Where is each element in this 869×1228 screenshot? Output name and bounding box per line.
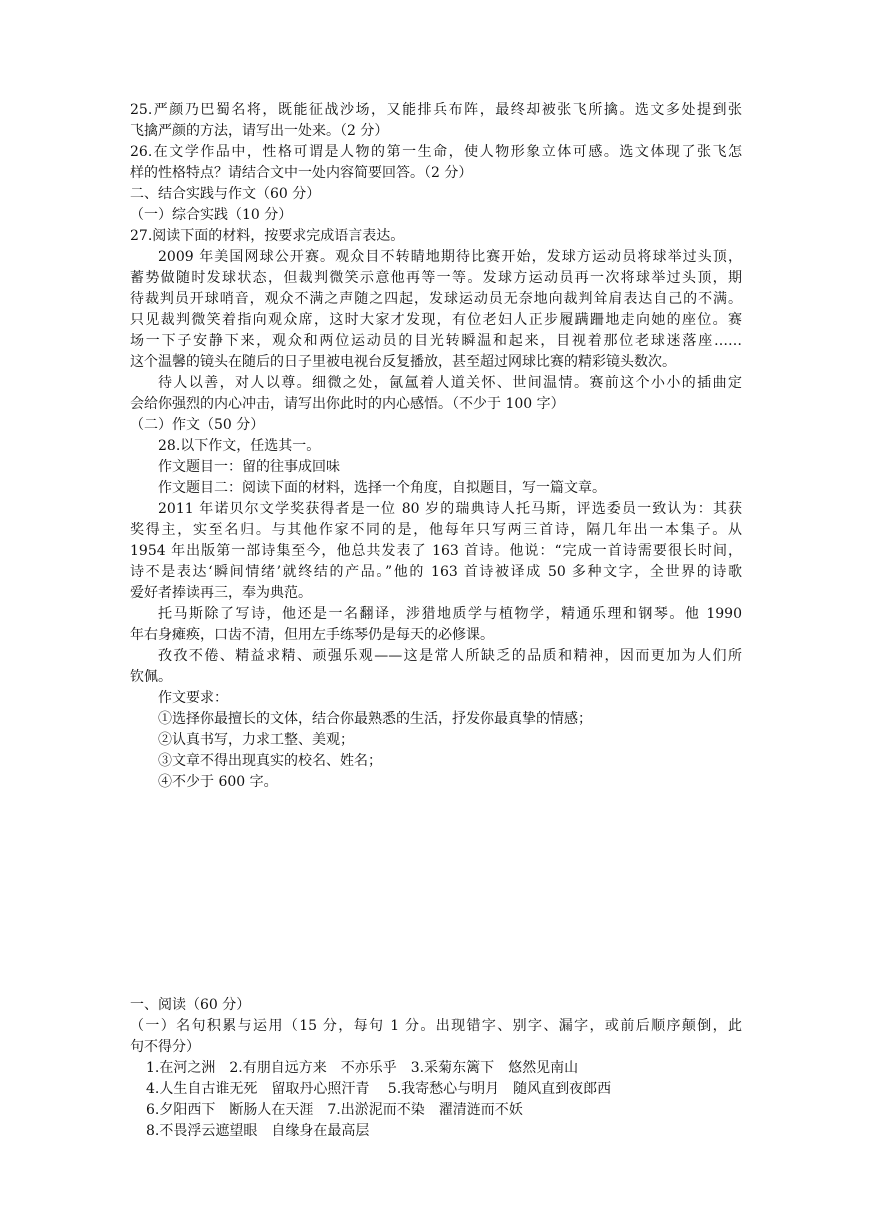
question-text-line: 2009 年美国网球公开赛。观众目不转睛地期待比赛开始，发球方运动员将球举过头顶，: [158, 249, 742, 265]
question-text-line: 28.以下作文，任选其一。: [158, 438, 321, 454]
exam-questions-section: [130, 100, 742, 793]
question-text-line: 场一下子安静下来，观众和两位运动员的目光转瞬温和起来，目视着那位老球迷落座……: [130, 333, 742, 349]
question-text-line: 待裁判员开球哨音，观众不满之声随之四起，发球运动员无奈地向裁判耸肩表达自己的不满。: [130, 291, 742, 307]
question-text-line: ①选择你最擅长的文体，结合你最熟悉的生活，抒发你最真挚的情感；: [158, 711, 592, 727]
answer-text-line: 6.夕阳西下 断肠人在天涯 7.出淤泥而不染 濯清涟而不妖: [146, 1102, 523, 1118]
question-text-line: 作文题目二：阅读下面的材料，选择一个角度，自拟题目，写一篇文章。: [158, 480, 606, 496]
question-text-line: 会给你强烈的内心冲击，请写出你此时的内心感悟。（不少于 100 字）: [130, 396, 565, 412]
question-text-line: （二）作文（50 分）: [130, 417, 265, 433]
question-text-line: 蓄势做随时发球状态，但裁判微笑示意他再等一等。发球方运动员再一次将球举过头顶，期: [130, 270, 742, 286]
question-text-line: 作文题目一：留的往事成回味: [158, 459, 340, 475]
document-page: [130, 100, 742, 1142]
question-text-line: 27.阅读下面的材料，按要求完成语言表达。: [130, 228, 405, 244]
answer-text-line: 8.不畏浮云遮望眼 自缘身在最高层: [146, 1123, 370, 1139]
answer-text-line: 句不得分）: [130, 1039, 200, 1055]
question-text-line: ④不少于 600 字。: [158, 774, 278, 790]
question-text-line: 2011 年诺贝尔文学奖获得者是一位 80 岁的瑞典诗人托马斯，评选委员一致认为：其获: [158, 501, 742, 517]
question-text-line: 飞擒严颜的方法，请写出一处来。（2 分）: [130, 123, 389, 139]
answer-text-line: 4.人生自古谁无死 留取丹心照汗青 5.我寄愁心与明月 随风直到夜郎西: [146, 1081, 612, 1097]
blank-gap: [130, 793, 742, 995]
question-text-line: ③文章不得出现真实的校名、姓名；: [158, 753, 382, 769]
answer-key-section: [130, 995, 742, 1142]
question-text-line: 诗不是表达‘瞬间情绪’就终结的产品。”他的 163 首诗被译成 50 多种文字，全世界的诗歌: [130, 564, 742, 580]
question-text-line: 二、结合实践与作文（60 分）: [130, 186, 321, 202]
question-text-line: 这个温馨的镜头在随后的日子里被电视台反复播放，甚至超过网球比赛的精彩镜头数次。: [130, 354, 676, 370]
question-text-line: 爱好者捧读再三，奉为典范。: [130, 585, 312, 601]
question-text-line: 25.严颜乃巴蜀名将，既能征战沙场，又能排兵布阵，最终却被张飞所擒。选文多处提到张: [130, 102, 742, 118]
question-text-line: 样的性格特点？请结合文中一处内容简要回答。（2 分）: [130, 165, 473, 181]
answer-text-line: （一）名句积累与运用（15 分，每句 1 分。出现错字、别字、漏字，或前后顺序颠倒，此: [130, 1018, 742, 1034]
question-text-line: 孜孜不倦、精益求精、顽强乐观——这是常人所缺乏的品质和精神，因而更加为人们所: [158, 648, 742, 664]
question-text-line: 待人以善，对人以尊。细微之处，氤氲着人道关怀、世间温情。赛前这个小小的插曲定: [158, 375, 742, 391]
question-text-line: 托马斯除了写诗，他还是一名翻译，涉猎地质学与植物学，精通乐理和钢琴。他 1990: [158, 606, 742, 622]
question-text-line: 26.在文学作品中，性格可谓是人物的第一生命，使人物形象立体可感。选文体现了张飞怎: [130, 144, 742, 160]
question-text-line: ②认真书写，力求工整、美观；: [158, 732, 354, 748]
question-text-line: 年右身瘫痪，口齿不清，但用左手练琴仍是每天的必修课。: [130, 627, 494, 643]
question-text-line: 作文要求：: [158, 690, 228, 706]
answer-text-line: 1.在河之洲 2.有朋自远方来 不亦乐乎 3.采菊东篱下 悠然见南山: [146, 1060, 579, 1076]
question-text-line: （一）综合实践（10 分）: [130, 207, 293, 223]
question-text-line: 奖得主，实至名归。与其他作家不同的是，他每年只写两三首诗，隔几年出一本集子。从: [130, 522, 742, 538]
question-text-line: 1954 年出版第一部诗集至今，他总共发表了 163 首诗。他说：“完成一首诗需要很长时间，: [130, 543, 742, 559]
question-text-line: 钦佩。: [130, 669, 172, 685]
answer-text-line: 一、阅读（60 分）: [130, 997, 251, 1013]
question-text-line: 只见裁判微笑着指向观众席，这时大家才发现，有位老妇人正步履蹒跚地走向她的座位。赛: [130, 312, 742, 328]
